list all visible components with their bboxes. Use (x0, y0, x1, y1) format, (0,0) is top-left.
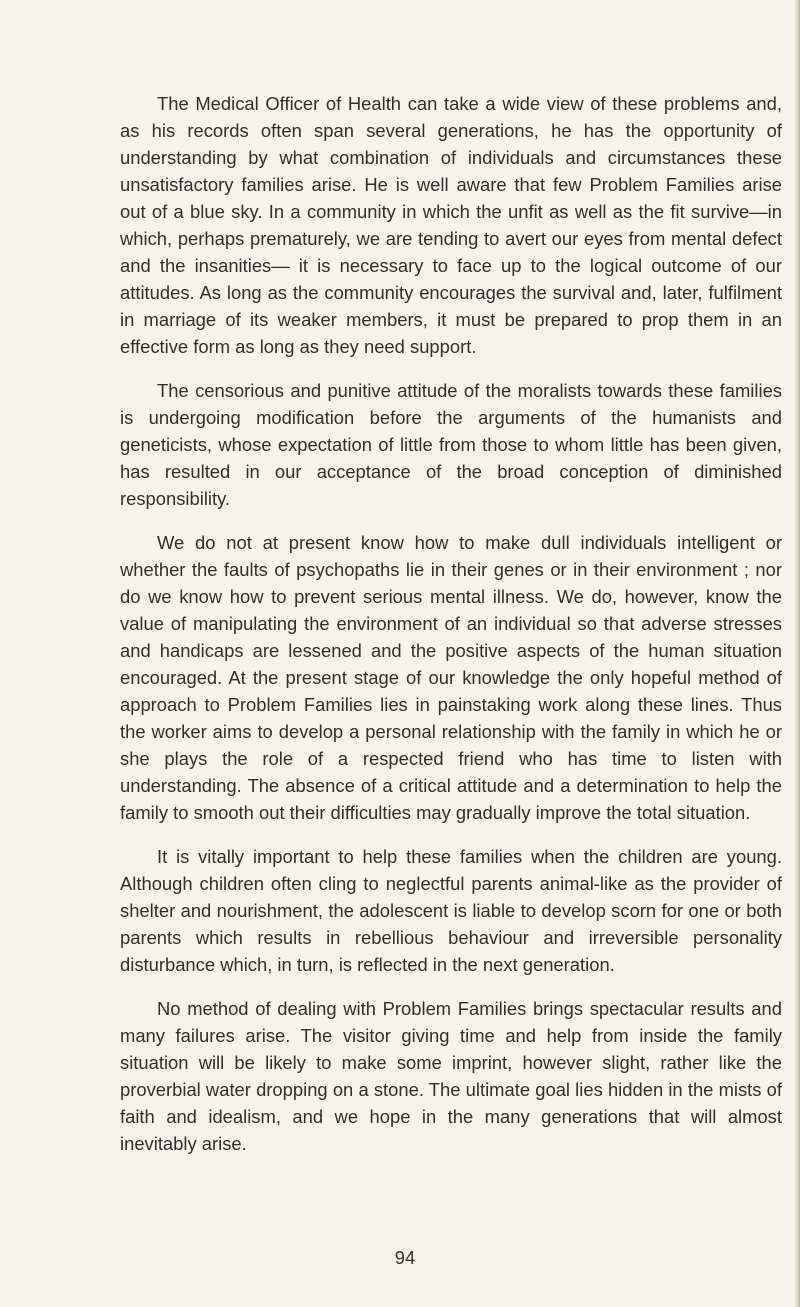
paragraph-1: The Medical Officer of Health can take a wide view of these problems and, as his records often span several generations, he has the opportunity of understanding by what combination of individuals and circumstances these unsatisfactory families arise. He is well aware that few Problem Families arise out of a blue sky. In a community in which the unfit as well as the fit survive—in which, perhaps prematurely, we are tending to avert our eyes from mental defect and the insanities— it is necessary to face up to the logical outcome of our attitudes. As long as the community encourages the survival and, later, fulfilment in marriage of its weaker members, it must be prepared to prop them in an effective form as long as they need support. (120, 93, 782, 357)
page-number: 94 (394, 1247, 416, 1268)
page-edge-shadow (794, 0, 800, 1307)
paragraph-4: It is vitally important to help these families when the children are young. Although children often cling to neglectful parents animal-like as the provider of shelter and nourishment, the adolescent is liable to develop scorn for one or both parents which results in rebellious behaviour and irreversible personality disturbance which, in turn, is reflected in the next generation. (120, 846, 782, 975)
body-text (120, 90, 782, 1174)
paragraph-2: The censorious and punitive attitude of the moralists towards these families is undergoing modification before the arguments of the humanists and geneticists, whose expectation of little from those to whom little has been given, has resulted in our acceptance of the broad conception of diminished responsibility. (120, 380, 782, 509)
paragraph-3: We do not at present know how to make dull individuals intelligent or whether the faults of psychopaths lie in their genes or in their environment ; nor do we know how to prevent serious mental illness. We do, however, know the value of manipulating the environment of an individual so that adverse stresses and handicaps are lessened and the positive aspects of the human situation encouraged. At the present stage of our knowledge the only hopeful method of approach to Problem Families lies in painstaking work along these lines. Thus the worker aims to develop a personal relationship with the family in which he or she plays the role of a respected friend who has time to listen with understanding. The absence of a critical attitude and a determination to help the family to smooth out their difficulties may gradually improve the total situation. (120, 532, 782, 823)
paragraph-5: No method of dealing with Problem Families brings spectacular results and many failures arise. The visitor giving time and help from inside the family situation will be likely to make some imprint, however slight, rather like the proverbial water dropping on a stone. The ultimate goal lies hidden in the mists of faith and idealism, and we hope in the many generations that will almost inevitably arise. (120, 998, 782, 1154)
